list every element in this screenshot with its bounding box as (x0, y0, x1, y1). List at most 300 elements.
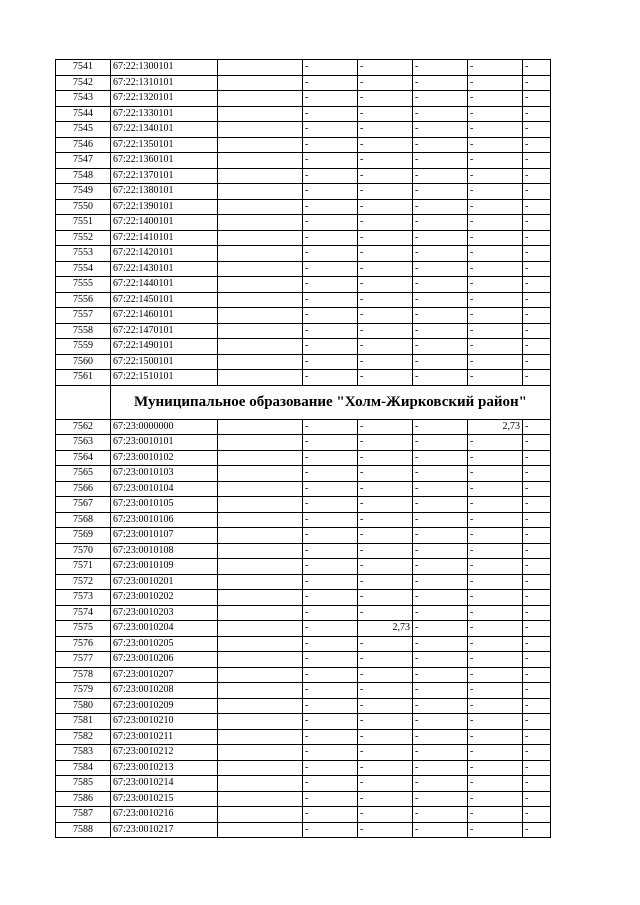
cadastral-code: 67:23:0010204 (111, 621, 218, 637)
value-cell: - (303, 308, 358, 324)
value-cell: - (523, 590, 551, 606)
cadastral-code: 67:22:1360101 (111, 153, 218, 169)
value-cell: - (303, 698, 358, 714)
value-cell: - (523, 122, 551, 138)
cadastral-code: 67:22:1500101 (111, 354, 218, 370)
row-number: 7557 (56, 308, 111, 324)
value-cell: - (303, 339, 358, 355)
cadastral-code: 67:23:0010214 (111, 776, 218, 792)
row-number: 7550 (56, 199, 111, 215)
value-cell: - (468, 277, 523, 293)
row-number: 7551 (56, 215, 111, 231)
value-cell: - (303, 621, 358, 637)
value-cell: - (303, 450, 358, 466)
value-cell: - (358, 215, 413, 231)
value-cell: - (303, 60, 358, 76)
table-row (56, 512, 551, 528)
row-number: 7564 (56, 450, 111, 466)
value-cell: - (523, 621, 551, 637)
row-number: 7577 (56, 652, 111, 668)
cadastral-table (55, 59, 551, 838)
table-row (56, 122, 551, 138)
row-number: 7585 (56, 776, 111, 792)
value-cell: - (413, 106, 468, 122)
value-cell: - (523, 91, 551, 107)
value-cell: - (303, 605, 358, 621)
row-number: 7562 (56, 419, 111, 435)
value-cell: - (303, 543, 358, 559)
row-number: 7579 (56, 683, 111, 699)
row-number: 7566 (56, 481, 111, 497)
value-cell: - (523, 791, 551, 807)
value-cell: - (523, 435, 551, 451)
row-number: 7559 (56, 339, 111, 355)
row-number: 7552 (56, 230, 111, 246)
value-cell: - (468, 512, 523, 528)
value-cell: - (413, 246, 468, 262)
value-cell: - (358, 91, 413, 107)
cadastral-code: 67:23:0010216 (111, 807, 218, 823)
value-cell (218, 60, 303, 76)
row-number: 7578 (56, 667, 111, 683)
value-cell (218, 215, 303, 231)
value-cell (218, 106, 303, 122)
value-cell: - (303, 277, 358, 293)
value-cell: - (413, 435, 468, 451)
table-row (56, 323, 551, 339)
row-number: 7543 (56, 91, 111, 107)
table-row (56, 75, 551, 91)
row-number: 7570 (56, 543, 111, 559)
value-cell: - (413, 168, 468, 184)
value-cell: - (358, 590, 413, 606)
value-cell: - (523, 528, 551, 544)
value-cell: - (468, 153, 523, 169)
value-cell: - (523, 60, 551, 76)
value-cell: 2,73 (468, 419, 523, 435)
value-cell (218, 559, 303, 575)
value-cell (218, 419, 303, 435)
value-cell: - (413, 215, 468, 231)
value-cell: - (303, 435, 358, 451)
table-row (56, 246, 551, 262)
row-number: 7545 (56, 122, 111, 138)
cadastral-code: 67:23:0010107 (111, 528, 218, 544)
table-row (56, 807, 551, 823)
value-cell: - (303, 729, 358, 745)
value-cell: - (413, 153, 468, 169)
value-cell (218, 308, 303, 324)
value-cell: - (523, 497, 551, 513)
value-cell: - (358, 714, 413, 730)
value-cell: - (413, 590, 468, 606)
value-cell (218, 605, 303, 621)
value-cell (218, 370, 303, 386)
cadastral-code: 67:23:0010217 (111, 822, 218, 838)
row-number: 7561 (56, 370, 111, 386)
table-row (56, 559, 551, 575)
cadastral-code: 67:23:0010203 (111, 605, 218, 621)
value-cell: - (358, 137, 413, 153)
value-cell (218, 760, 303, 776)
row-number: 7544 (56, 106, 111, 122)
table-row (56, 543, 551, 559)
table-row (56, 215, 551, 231)
value-cell: - (468, 91, 523, 107)
value-cell: - (468, 791, 523, 807)
value-cell: - (413, 714, 468, 730)
value-cell: - (303, 168, 358, 184)
value-cell: - (468, 339, 523, 355)
value-cell: - (468, 543, 523, 559)
row-number: 7572 (56, 574, 111, 590)
value-cell: - (413, 450, 468, 466)
cadastral-code: 67:23:0010212 (111, 745, 218, 761)
value-cell: - (303, 323, 358, 339)
table-row (56, 636, 551, 652)
value-cell: - (303, 137, 358, 153)
row-number: 7568 (56, 512, 111, 528)
value-cell: - (413, 745, 468, 761)
row-number: 7583 (56, 745, 111, 761)
value-cell: - (358, 667, 413, 683)
cadastral-code: 67:23:0000000 (111, 419, 218, 435)
value-cell: - (523, 512, 551, 528)
cadastral-code: 67:22:1310101 (111, 75, 218, 91)
value-cell: - (358, 822, 413, 838)
value-cell: - (303, 153, 358, 169)
row-number: 7556 (56, 292, 111, 308)
value-cell: - (358, 652, 413, 668)
value-cell: - (468, 745, 523, 761)
value-cell: - (468, 122, 523, 138)
value-cell: - (468, 481, 523, 497)
value-cell: - (303, 466, 358, 482)
value-cell (218, 153, 303, 169)
value-cell: - (468, 652, 523, 668)
value-cell: - (523, 605, 551, 621)
value-cell: - (523, 261, 551, 277)
value-cell: - (303, 714, 358, 730)
value-cell: - (303, 106, 358, 122)
value-cell: - (303, 419, 358, 435)
table-row (56, 652, 551, 668)
cadastral-code: 67:22:1440101 (111, 277, 218, 293)
value-cell: - (413, 683, 468, 699)
table-row (56, 292, 551, 308)
value-cell: - (468, 807, 523, 823)
cadastral-code: 67:23:0010209 (111, 698, 218, 714)
value-cell: - (303, 636, 358, 652)
value-cell (218, 776, 303, 792)
value-cell: - (303, 590, 358, 606)
value-cell: - (468, 137, 523, 153)
row-number: 7571 (56, 559, 111, 575)
value-cell: - (358, 466, 413, 482)
value-cell: - (468, 714, 523, 730)
value-cell (218, 512, 303, 528)
table-row (56, 184, 551, 200)
value-cell: - (468, 621, 523, 637)
value-cell (218, 450, 303, 466)
row-number: 7548 (56, 168, 111, 184)
value-cell: - (413, 339, 468, 355)
table-row (56, 698, 551, 714)
table-row (56, 91, 551, 107)
table-row (56, 230, 551, 246)
value-cell: - (413, 292, 468, 308)
value-cell: - (358, 122, 413, 138)
value-cell: - (523, 339, 551, 355)
value-cell: - (468, 698, 523, 714)
cadastral-code: 67:22:1330101 (111, 106, 218, 122)
value-cell: - (358, 543, 413, 559)
value-cell: - (523, 215, 551, 231)
value-cell: - (523, 729, 551, 745)
value-cell: - (468, 636, 523, 652)
value-cell (218, 729, 303, 745)
cadastral-code: 67:23:0010106 (111, 512, 218, 528)
value-cell (218, 714, 303, 730)
row-number: 7549 (56, 184, 111, 200)
table-row (56, 450, 551, 466)
table-body (56, 60, 551, 838)
value-cell: - (358, 230, 413, 246)
value-cell: - (358, 308, 413, 324)
row-number: 7582 (56, 729, 111, 745)
cadastral-code: 67:23:0010206 (111, 652, 218, 668)
value-cell: - (468, 528, 523, 544)
value-cell (218, 199, 303, 215)
value-cell: - (468, 497, 523, 513)
row-number: 7542 (56, 75, 111, 91)
row-number: 7584 (56, 760, 111, 776)
value-cell: - (303, 261, 358, 277)
cadastral-code: 67:22:1350101 (111, 137, 218, 153)
table-row (56, 822, 551, 838)
table-row (56, 354, 551, 370)
row-number: 7574 (56, 605, 111, 621)
value-cell: - (413, 137, 468, 153)
value-cell (218, 497, 303, 513)
value-cell: - (413, 308, 468, 324)
table-row (56, 714, 551, 730)
value-cell: - (358, 370, 413, 386)
value-cell (218, 292, 303, 308)
value-cell: - (468, 574, 523, 590)
value-cell: - (413, 543, 468, 559)
value-cell: - (358, 512, 413, 528)
value-cell: - (358, 636, 413, 652)
cadastral-code: 67:22:1400101 (111, 215, 218, 231)
value-cell: - (358, 574, 413, 590)
row-number: 7573 (56, 590, 111, 606)
table-row (56, 621, 551, 637)
cadastral-code: 67:22:1320101 (111, 91, 218, 107)
value-cell (218, 667, 303, 683)
table-row (56, 776, 551, 792)
value-cell (218, 791, 303, 807)
value-cell: - (523, 153, 551, 169)
value-cell: - (303, 667, 358, 683)
value-cell: - (303, 246, 358, 262)
cadastral-code: 67:23:0010213 (111, 760, 218, 776)
value-cell: - (523, 807, 551, 823)
value-cell: - (468, 760, 523, 776)
value-cell: - (413, 698, 468, 714)
value-cell: - (523, 137, 551, 153)
value-cell: - (413, 636, 468, 652)
value-cell: - (413, 807, 468, 823)
value-cell: - (413, 75, 468, 91)
value-cell: - (358, 528, 413, 544)
value-cell: - (303, 683, 358, 699)
value-cell: - (358, 184, 413, 200)
value-cell (218, 75, 303, 91)
value-cell: - (358, 75, 413, 91)
value-cell: - (303, 652, 358, 668)
cadastral-code: 67:23:0010210 (111, 714, 218, 730)
value-cell (218, 184, 303, 200)
value-cell: - (468, 215, 523, 231)
value-cell: - (523, 745, 551, 761)
value-cell: - (468, 450, 523, 466)
table-row (56, 168, 551, 184)
cadastral-code: 67:22:1420101 (111, 246, 218, 262)
value-cell: - (303, 776, 358, 792)
value-cell: - (523, 370, 551, 386)
table-row (56, 481, 551, 497)
value-cell: - (413, 481, 468, 497)
value-cell: - (358, 292, 413, 308)
value-cell: - (523, 308, 551, 324)
cadastral-code: 67:22:1340101 (111, 122, 218, 138)
table-row (56, 106, 551, 122)
value-cell: - (413, 419, 468, 435)
cadastral-code: 67:22:1510101 (111, 370, 218, 386)
value-cell (218, 543, 303, 559)
cadastral-code: 67:22:1410101 (111, 230, 218, 246)
value-cell: - (413, 60, 468, 76)
value-cell: - (468, 261, 523, 277)
value-cell: - (523, 354, 551, 370)
table-row (56, 137, 551, 153)
value-cell: - (523, 277, 551, 293)
value-cell: - (468, 667, 523, 683)
value-cell: - (358, 419, 413, 435)
value-cell: - (358, 698, 413, 714)
value-cell: - (303, 75, 358, 91)
value-cell (218, 323, 303, 339)
cadastral-code: 67:22:1370101 (111, 168, 218, 184)
value-cell (218, 698, 303, 714)
value-cell: - (413, 621, 468, 637)
row-number: 7547 (56, 153, 111, 169)
section-number-cell (56, 385, 111, 419)
value-cell: - (303, 760, 358, 776)
value-cell: - (413, 261, 468, 277)
value-cell: - (303, 481, 358, 497)
value-cell (218, 91, 303, 107)
value-cell: - (358, 791, 413, 807)
value-cell: - (358, 729, 413, 745)
row-number: 7588 (56, 822, 111, 838)
value-cell: - (303, 91, 358, 107)
value-cell: - (523, 292, 551, 308)
cadastral-code: 67:23:0010109 (111, 559, 218, 575)
table-row (56, 261, 551, 277)
table-row (56, 339, 551, 355)
table-row (56, 60, 551, 76)
value-cell: - (468, 323, 523, 339)
value-cell (218, 481, 303, 497)
value-cell: - (523, 652, 551, 668)
cadastral-code: 67:22:1490101 (111, 339, 218, 355)
table-row (56, 419, 551, 435)
value-cell: - (468, 184, 523, 200)
cadastral-code: 67:22:1470101 (111, 323, 218, 339)
value-cell: - (523, 75, 551, 91)
value-cell: - (468, 106, 523, 122)
value-cell: - (303, 528, 358, 544)
value-cell: - (303, 822, 358, 838)
value-cell: - (468, 60, 523, 76)
value-cell: - (523, 822, 551, 838)
value-cell: - (413, 512, 468, 528)
table-row (56, 683, 551, 699)
value-cell: - (358, 450, 413, 466)
value-cell: - (523, 559, 551, 575)
value-cell: - (413, 466, 468, 482)
value-cell: - (413, 497, 468, 513)
value-cell: - (413, 370, 468, 386)
value-cell: - (413, 323, 468, 339)
row-number: 7586 (56, 791, 111, 807)
value-cell: - (303, 215, 358, 231)
value-cell: - (523, 168, 551, 184)
cadastral-code: 67:23:0010207 (111, 667, 218, 683)
cadastral-code: 67:23:0010215 (111, 791, 218, 807)
value-cell: - (358, 776, 413, 792)
section-title: Муниципальное образование "Холм-Жирковский район" (111, 385, 551, 419)
section-header-row (56, 385, 551, 419)
value-cell: - (303, 791, 358, 807)
value-cell: - (413, 559, 468, 575)
value-cell: - (303, 370, 358, 386)
value-cell: - (413, 605, 468, 621)
value-cell: - (358, 199, 413, 215)
value-cell: - (523, 466, 551, 482)
cadastral-code: 67:23:0010104 (111, 481, 218, 497)
value-cell: - (413, 230, 468, 246)
value-cell: - (523, 199, 551, 215)
value-cell (218, 246, 303, 262)
value-cell: - (413, 822, 468, 838)
value-cell: - (413, 729, 468, 745)
row-number: 7563 (56, 435, 111, 451)
row-number: 7546 (56, 137, 111, 153)
table-row (56, 667, 551, 683)
value-cell: - (413, 574, 468, 590)
cadastral-code: 67:22:1450101 (111, 292, 218, 308)
value-cell: - (358, 683, 413, 699)
table-row (56, 153, 551, 169)
value-cell: - (303, 122, 358, 138)
value-cell (218, 621, 303, 637)
value-cell: - (523, 683, 551, 699)
value-cell: - (303, 574, 358, 590)
value-cell: - (413, 199, 468, 215)
